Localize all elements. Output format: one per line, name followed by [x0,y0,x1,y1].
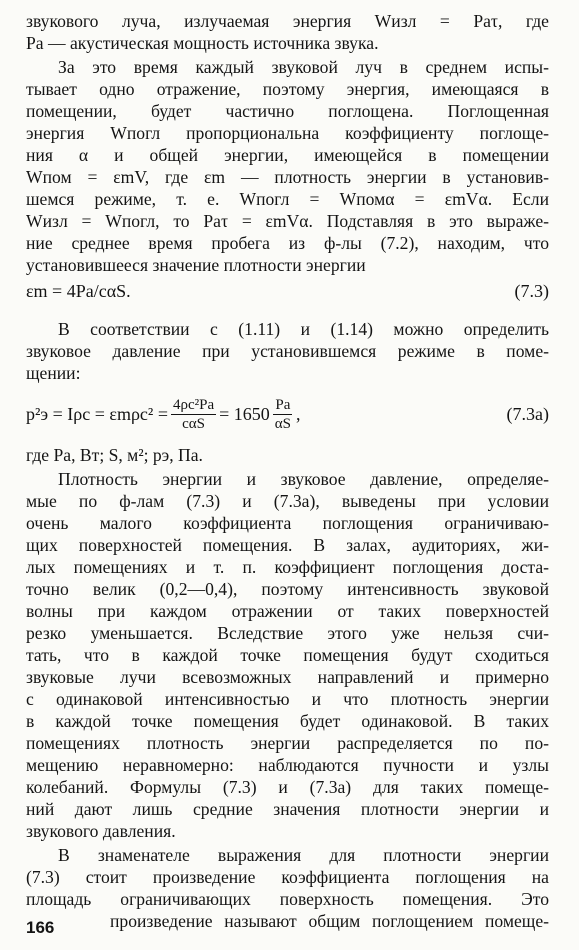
text-line: Pa — акустическая мощность источника звука. [26,33,379,53]
text-line: щении: [26,363,81,383]
text-line: Wпом = εmV, где εm — плотность энергии в установив- [26,167,549,187]
text-line: помещении, будет частично поглощена. Поглощенная [26,101,549,121]
formula-number: (7.3а) [506,404,549,424]
page-number: 166 [26,918,55,937]
text-line: мые по ф-лам (7.3) и (7.3а), выведены при условии [26,491,549,511]
text-line: звуковые лучи всевозможных направлений и примерно [26,667,549,687]
fraction-denominator: cαS [182,415,205,432]
text-line: Wизл = Wпогл, то Paτ = εmVα. Подставляя в это выраже- [26,211,549,231]
text-line: точно велик (0,2—0,4), поэтому интенсивность звуковой [26,579,549,599]
text-line: щих поверхностей помещения. В залах, аудиториях, жи- [26,535,549,555]
formula-7-3a [26,386,549,442]
fraction-numerator: 4ρc²Pa [172,396,215,413]
text-line: произведение называют общим поглощением помеще- [110,911,549,931]
text-line: где Pa, Вт; S, м²; pэ, Па. [26,445,203,465]
formula-left: p²э = Iρc = εmρc² = [26,403,168,424]
formula-middle: = 1650 [219,403,270,424]
text-line: Плотность энергии и звуковое давление, определяе- [58,469,549,489]
text-line: резко уменьшается. Вследствие этого уже нельзя счи- [26,623,549,643]
text-line: площадь ограничивающих поверхность помещения. Это [26,889,549,909]
text-line: В соответствии с (1.11) и (1.14) можно определить [58,319,549,339]
text-line: За это время каждый звуковой луч в среднем испы- [58,57,549,77]
text-line: колебаний. Формулы (7.3) и (7.3а) для таких помеще- [26,777,549,797]
text-line: В знаменателе выражения для плотности энергии [58,845,549,865]
text-line: тать, что в каждой точке помещения будут сходиться [26,645,549,665]
text-line: установившееся значение плотности энергии [26,255,366,275]
fraction [171,396,216,433]
text-line: тывает одно отражение, поэтому энергия, имеющаяся в [26,79,549,99]
text-line: помещениях плотность энергии распределяется по по- [26,733,549,753]
fraction-numerator: Pa [275,396,291,413]
text-line: энергия Wпогл пропорциональна коэффициенту поглоще- [26,123,549,143]
fraction-denominator: αS [274,415,291,432]
text-line: волны при каждом отражении от таких поверхностей [26,601,549,621]
text-line: в каждой точке помещения будет одинаковой. В таких [26,711,549,731]
formula-expression: εm = 4Pa/cαS. [26,281,131,301]
fraction [273,396,293,433]
text-line: ний дают лишь средние значения плотности энергии и [26,799,549,819]
text-line: ние среднее время пробега из ф-лы (7.2), находим, что [26,233,549,253]
text-line: лых помещениях и т. п. коэффициент поглощения доста- [26,557,549,577]
text-line: (7.3) стоит произведение коэффициента поглощения на [26,867,549,887]
text-line: шемся режиме, т. е. Wпогл = Wпомα = εmVα. Если [26,189,549,209]
text-line: с одинаковой интенсивностью и что плотность энергии [26,689,549,709]
formula-7-3 [26,276,549,306]
text-line: мещению неравномерно: наблюдаются пучности и узлы [26,755,549,775]
text-line: очень малого коэффициента поглощения ограничиваю- [26,513,549,533]
text-line: звуковое давление при установившемся режиме в поме- [26,341,549,361]
formula-number: (7.3) [514,281,549,301]
formula-tail: , [295,403,301,424]
text-line: звукового луча, излучаемая энергия Wизл = Paτ, где [26,11,549,31]
text-line: ния α и общей энергии, имеющейся в помещении [26,145,549,165]
text-line: звукового давления. [26,821,176,841]
